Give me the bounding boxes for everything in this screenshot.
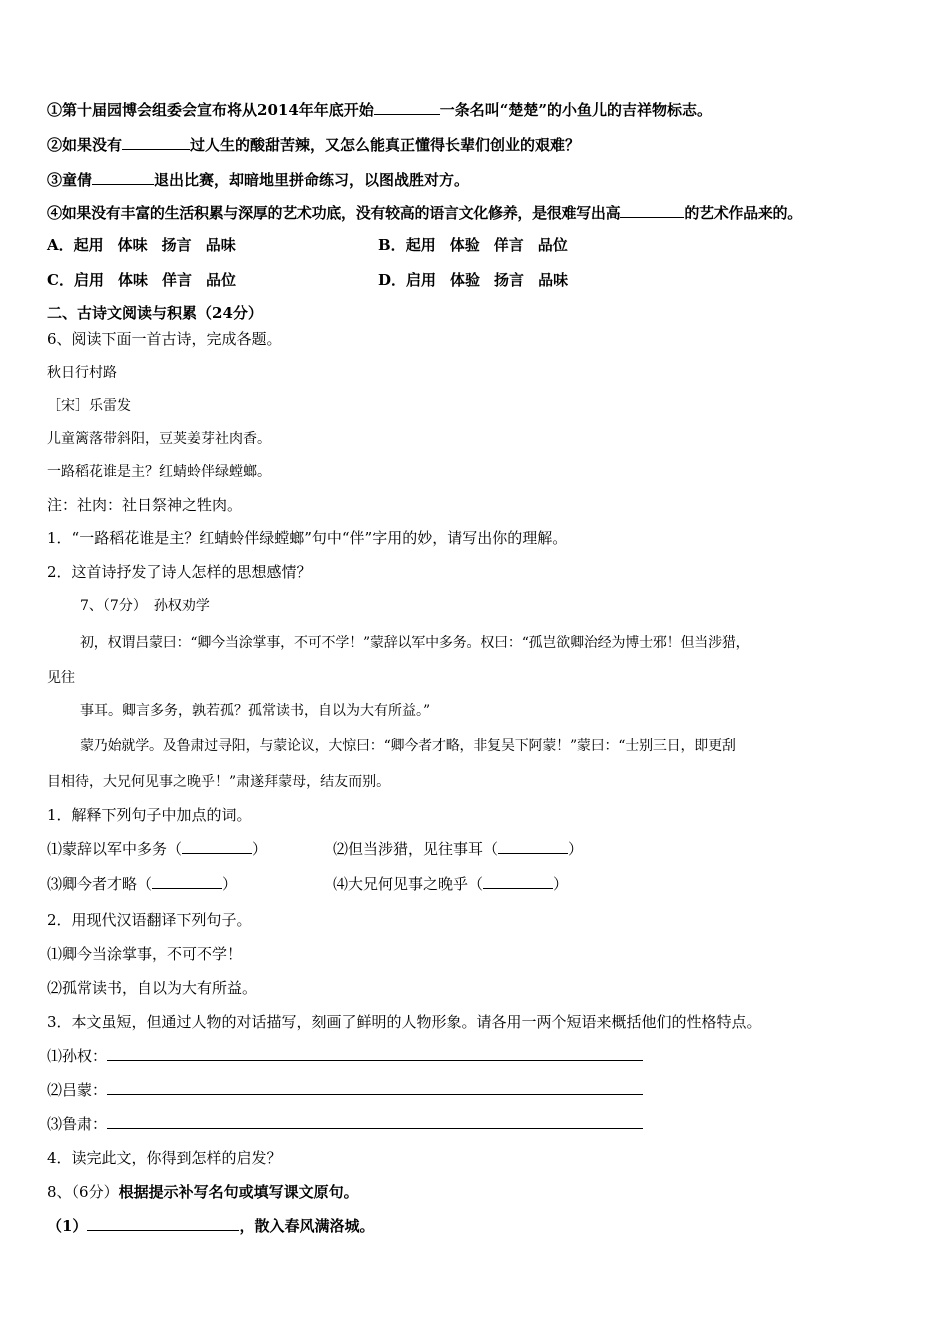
word-1-blank[interactable]: [182, 839, 252, 854]
option-word: 扬言: [161, 236, 192, 254]
character-3-label: ⑶鲁肃：: [47, 1115, 108, 1133]
poem-line-1: 儿童篱落带斜阳，豆荚姜芽社肉香。: [47, 431, 271, 447]
q7-word-3: [47, 874, 237, 894]
q7-sub-2: 2．用现代汉语翻译下列句子。: [47, 911, 252, 929]
option-word: 起用: [73, 236, 104, 254]
word-2-label: ⑵但当涉猎，见往事耳（: [333, 840, 499, 858]
q7-word-2: [333, 839, 583, 859]
option-word: 品味: [538, 271, 569, 289]
option-letter: A．: [47, 236, 74, 254]
q8-line-1-blank[interactable]: [87, 1216, 239, 1231]
q8-line-1-text: ，散入春风满洛城。: [239, 1217, 375, 1235]
option-word: 品味: [205, 236, 236, 254]
word-3-blank[interactable]: [152, 874, 222, 889]
q5-sentence-1: [47, 100, 712, 120]
q5-option-c[interactable]: [47, 270, 236, 290]
poem-title: 秋日行村路: [47, 365, 117, 381]
q5-s2-text: ②如果没有: [47, 136, 123, 154]
option-word: 启用: [406, 271, 437, 289]
character-2-line[interactable]: [107, 1080, 643, 1095]
q7-sub-3: 3．本文虽短，但通过人物的对话描写，刻画了鲜明的人物形象。请各用一两个短语来概括他们的性格特点。: [47, 1013, 762, 1031]
option-word: 品位: [537, 236, 568, 254]
option-word: 体验: [449, 236, 480, 254]
q5-sentence-2: [47, 135, 580, 155]
q5-s4-blank[interactable]: [620, 203, 684, 218]
q7-word-1: [47, 839, 267, 859]
q5-s1-text-end: 一条名叫“楚楚”的小鱼儿的吉祥物标志。: [439, 101, 713, 119]
option-letter: D．: [378, 271, 407, 289]
option-word: 启用: [73, 271, 104, 289]
q7-translate-2: ⑵孤常读书，自以为大有所益。: [47, 979, 258, 997]
q6-sub-2: 2．这首诗抒发了诗人怎样的思想感情？: [47, 563, 312, 581]
q5-option-d[interactable]: [378, 270, 568, 290]
q5-s2-text-end: 过人生的酸甜苦辣，又怎么能真正懂得长辈们创业的艰难？: [190, 136, 581, 154]
option-word: 佯言: [493, 236, 524, 254]
option-word: 起用: [405, 236, 436, 254]
q5-s3-text: ③童倩: [47, 171, 93, 189]
q8-instruction: 根据提示补写名句或填写课文原句。: [118, 1183, 359, 1201]
poem-author: ［宋］乐雷发: [47, 398, 131, 414]
q6-sub-1: 1．“一路稻花谁是主？红蜻蛉伴绿螳螂”句中“伴”字用的妙，请写出你的理解。: [47, 529, 568, 547]
q8-line-1-number: （1）: [47, 1217, 88, 1235]
paren-close: ）: [222, 875, 238, 893]
q7-passage-1b: 见往: [47, 670, 75, 686]
q5-s3-text-end: 退出比赛，却暗地里拼命练习，以图战胜对方。: [154, 171, 470, 189]
q5-option-b[interactable]: [378, 235, 568, 255]
q5-option-a[interactable]: [47, 235, 236, 255]
option-word: 佯言: [161, 271, 192, 289]
q7-passage-1a: 初，权谓吕蒙曰：“卿今当涂掌事，不可不学！”蒙辞以军中多务。权曰：“孤岂欲卿治经为博士邪！但当涉猎，: [80, 635, 750, 651]
option-word: 体味: [117, 271, 148, 289]
paren-close: ）: [553, 875, 569, 893]
option-letter: B．: [378, 236, 406, 254]
q5-s4-text-end: 的艺术作品来的。: [684, 204, 802, 222]
option-word: 品位: [206, 271, 237, 289]
q7-sub-4: 4．读完此文，你得到怎样的启发？: [47, 1149, 282, 1167]
option-word: 体味: [117, 236, 148, 254]
option-word: 扬言: [494, 271, 525, 289]
q7-head: 7、（7分） 孙权劝学: [80, 598, 210, 614]
q8-number: 8、（6分）: [47, 1183, 119, 1201]
q7-sub-1: 1．解释下列句子中加点的词。: [47, 806, 252, 824]
option-letter: C．: [47, 271, 74, 289]
q7-character-1: [47, 1046, 643, 1066]
word-1-label: ⑴蒙辞以军中多务（: [47, 840, 183, 858]
word-2-blank[interactable]: [498, 839, 568, 854]
q5-s4-text: ④如果没有丰富的生活积累与深厚的艺术功底，没有较高的语言文化修养，是很难写出高: [47, 204, 621, 222]
word-3-label: ⑶卿今者才略（: [47, 875, 153, 893]
paren-close: ）: [568, 840, 584, 858]
poem-line-2: 一路稻花谁是主？红蜻蛉伴绿螳螂。: [47, 464, 271, 480]
q5-s2-blank[interactable]: [122, 135, 190, 150]
q7-character-3: [47, 1114, 643, 1134]
q7-word-4: [333, 874, 568, 894]
word-4-blank[interactable]: [483, 874, 553, 889]
character-3-line[interactable]: [107, 1114, 643, 1129]
character-1-line[interactable]: [107, 1046, 643, 1061]
q6-head: 6、阅读下面一首古诗，完成各题。: [47, 330, 282, 348]
q7-passage-2b: 目相待，大兄何见事之晚乎！”肃遂拜蒙母，结友而别。: [47, 774, 391, 790]
q5-s1-blank[interactable]: [374, 100, 440, 115]
option-word: 体验: [450, 271, 481, 289]
character-1-label: ⑴孙权：: [47, 1047, 108, 1065]
poem-note: 注：社肉：社日祭神之牲肉。: [47, 496, 243, 514]
q7-passage-2a: 蒙乃始就学。及鲁肃过寻阳，与蒙论议，大惊曰：“卿今者才略，非复吴下阿蒙！”蒙曰：“士别三日，即更刮: [80, 738, 736, 754]
q5-sentence-4: [47, 203, 802, 223]
word-4-label: ⑷大兄何见事之晚乎（: [333, 875, 484, 893]
q7-passage-1c: 事耳。卿言多务，孰若孤？孤常读书，自以为大有所益。”: [80, 703, 431, 719]
q8-line-1: [47, 1216, 374, 1236]
q5-s3-blank[interactable]: [92, 170, 154, 185]
q7-translate-1: ⑴卿今当涂掌事，不可不学！: [47, 945, 243, 963]
q5-s1-text: ①第十届园博会组委会宣布将从2014年年底开始: [47, 101, 374, 119]
section-2-title: 二、古诗文阅读与积累（24分）: [47, 304, 263, 322]
q5-sentence-3: [47, 170, 469, 190]
character-2-label: ⑵吕蒙：: [47, 1081, 108, 1099]
q7-character-2: [47, 1080, 643, 1100]
q8-head: [47, 1182, 359, 1202]
paren-close: ）: [252, 840, 268, 858]
